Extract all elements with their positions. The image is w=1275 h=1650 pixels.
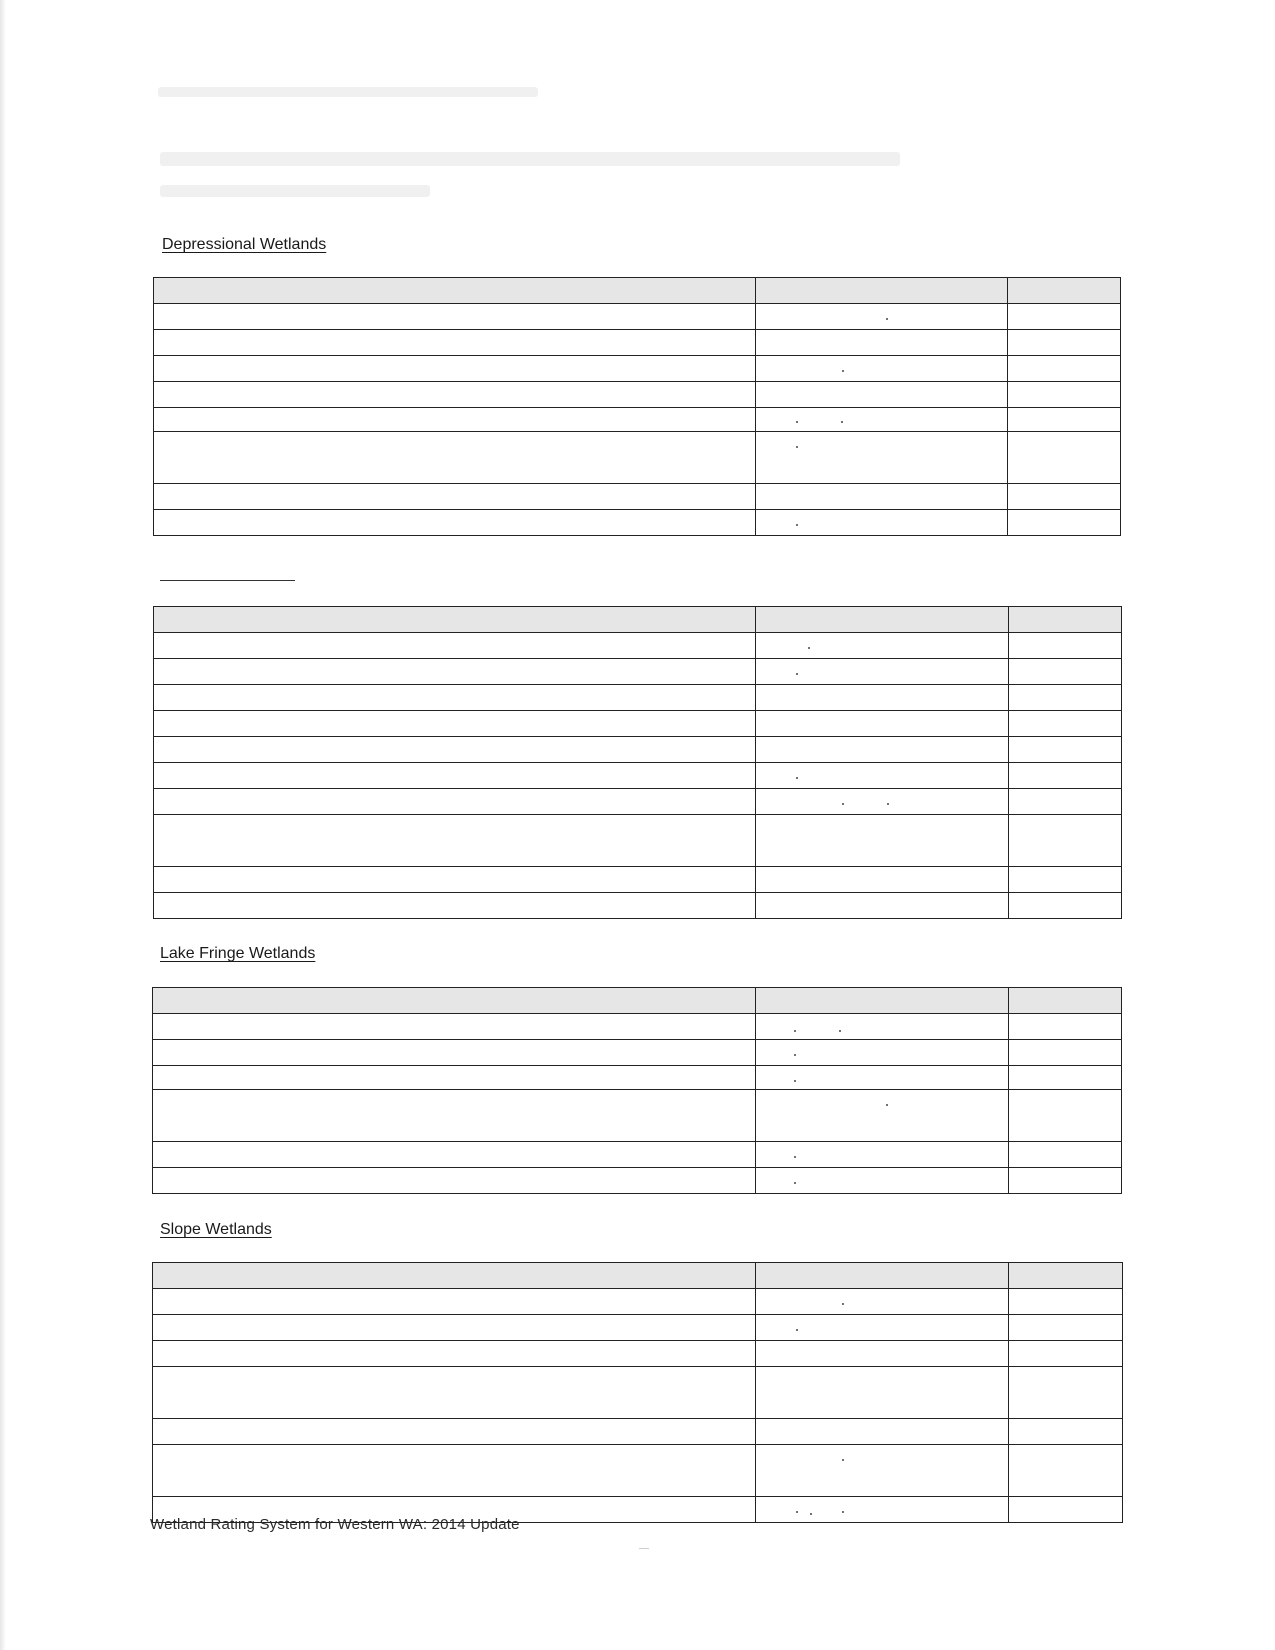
table-cell [154,815,756,867]
scan-speck [841,421,843,423]
scan-speck [839,1030,841,1032]
table-cell [153,1142,756,1168]
table-row [154,685,1122,711]
scan-speck [887,803,889,805]
table-cell [756,737,1009,763]
table-cell [153,1168,756,1194]
table-row [154,867,1122,893]
table-cell [154,356,756,382]
table-cell [1008,356,1121,382]
table-row [153,1445,1123,1497]
table-cell [756,1315,1009,1341]
table-cell [1009,737,1122,763]
section-title-depressional: Depressional Wetlands [162,236,327,253]
table-cell [1009,1014,1122,1040]
table-cell [756,1040,1009,1066]
table-cell [1009,867,1122,893]
table-cell [154,737,756,763]
table-cell [1009,1066,1122,1090]
table-row [153,1168,1122,1194]
table-row [153,1341,1123,1367]
scan-mark [639,1548,649,1549]
table-cell [154,893,756,919]
table-cell [756,382,1008,408]
table-header-row [153,988,1122,1014]
table-cell [756,1168,1009,1194]
table-row [153,1289,1123,1315]
table-cell [1008,484,1121,510]
table-row [153,1367,1123,1419]
table-cell [756,1497,1009,1523]
table-row [153,1142,1122,1168]
table-cell [756,304,1008,330]
header-cell [1009,607,1122,633]
table-cell [154,330,756,356]
table-cell [756,1066,1009,1090]
table-cell [1008,432,1121,484]
table-cell [1009,1445,1123,1497]
table-row [154,432,1121,484]
scan-speck [842,803,844,805]
table-row [154,711,1122,737]
table-cell [154,659,756,685]
table-cell [756,815,1009,867]
scan-speck [886,318,888,320]
table-cell [756,1142,1009,1168]
faint-header-text [160,185,430,197]
table-cell [756,893,1009,919]
scan-speck [842,370,844,372]
table-cell [154,685,756,711]
table-cell [1009,789,1122,815]
table-cell [1008,408,1121,432]
table-cell [153,1090,756,1142]
table-cell [153,1445,756,1497]
table-header-row [154,278,1121,304]
table-cell [1009,1090,1122,1142]
scan-speck [794,1054,796,1056]
header-cell [1008,278,1121,304]
table-cell [154,408,756,432]
table-cell [154,484,756,510]
table-row [154,789,1122,815]
table-cell [154,633,756,659]
scan-speck [794,1030,796,1032]
table-cell [1009,1168,1122,1194]
header-cell [1009,988,1122,1014]
table-cell [1009,1367,1123,1419]
table-cell [153,1419,756,1445]
table-row [154,737,1122,763]
table-row [154,356,1121,382]
table-cell [756,685,1009,711]
header-cell [154,278,756,304]
table-cell [756,789,1009,815]
scan-speck [886,1104,888,1106]
depressional-table [153,277,1121,536]
table-cell [1009,633,1122,659]
table-cell [153,1014,756,1040]
table-row [153,1066,1122,1090]
table-row [154,510,1121,536]
table-cell [1009,659,1122,685]
header-cell [154,607,756,633]
scan-speck [794,1156,796,1158]
table-cell [154,789,756,815]
slope-table [152,1262,1123,1523]
untitled-table [153,606,1122,919]
scan-speck [842,1303,844,1305]
section-title-lake-fringe: Lake Fringe Wetlands [160,945,316,962]
table-cell [153,1289,756,1315]
table-cell [154,432,756,484]
header-cell [756,1263,1009,1289]
scan-speck [796,673,798,675]
table-cell [1009,1341,1123,1367]
table-cell [756,633,1009,659]
table-cell [756,1289,1009,1315]
scan-speck [796,421,798,423]
table-cell [756,1014,1009,1040]
table-cell [756,711,1009,737]
table-row [154,304,1121,330]
table-cell [153,1367,756,1419]
table-row [153,1090,1122,1142]
table-cell [756,408,1008,432]
table-cell [1009,711,1122,737]
table-row [153,1014,1122,1040]
header-cell [756,988,1009,1014]
table-row [154,815,1122,867]
table-cell [756,1090,1009,1142]
table-cell [756,1419,1009,1445]
table-row [154,633,1122,659]
table-cell [1008,382,1121,408]
table-cell [1009,1289,1123,1315]
table-cell [756,659,1009,685]
table-row [153,1040,1122,1066]
scan-speck [796,446,798,448]
header-cell [756,278,1008,304]
faint-header-text [158,87,538,97]
table-cell [1009,893,1122,919]
table-cell [1009,1142,1122,1168]
table-cell [1009,1315,1123,1341]
scan-speck [842,1459,844,1461]
table-cell [756,330,1008,356]
header-cell [1009,1263,1123,1289]
table-cell [1009,815,1122,867]
section-title-blank [160,580,295,581]
table-cell [1009,685,1122,711]
table-row [153,1315,1123,1341]
table-header-row [153,1263,1123,1289]
table-cell [154,711,756,737]
table-cell [154,763,756,789]
table-cell [756,510,1008,536]
table-row [153,1419,1123,1445]
scan-speck [796,1511,798,1513]
table-cell [1009,763,1122,789]
header-cell [153,1263,756,1289]
table-cell [756,1367,1009,1419]
scan-speck [794,1182,796,1184]
table-row [154,330,1121,356]
scan-speck [796,1329,798,1331]
scan-speck [842,1511,844,1513]
lake-fringe-table [152,987,1122,1194]
scan-edge [0,0,6,1650]
table-cell [756,484,1008,510]
table-row [154,659,1122,685]
table-cell [153,1066,756,1090]
page-footer: Wetland Rating System for Western WA: 2014 Update [150,1516,520,1533]
table-cell [756,432,1008,484]
table-cell [154,867,756,893]
section-title-slope: Slope Wetlands [160,1221,272,1238]
table-cell [756,1445,1009,1497]
scan-speck [808,647,810,649]
table-cell [1008,304,1121,330]
table-cell [1008,510,1121,536]
table-cell [153,1341,756,1367]
scan-speck [810,1513,812,1515]
table-cell [153,1315,756,1341]
table-header-row [154,607,1122,633]
table-row [154,763,1122,789]
table-cell [1009,1040,1122,1066]
table-row [154,893,1122,919]
table-cell [756,1341,1009,1367]
table-cell [153,1040,756,1066]
scan-speck [794,1080,796,1082]
scan-speck [796,777,798,779]
faint-header-text [160,152,900,166]
table-cell [154,382,756,408]
table-row [154,484,1121,510]
header-cell [153,988,756,1014]
table-row [154,408,1121,432]
table-cell [154,304,756,330]
table-cell [1009,1419,1123,1445]
table-cell [756,867,1009,893]
table-cell [1008,330,1121,356]
header-cell [756,607,1009,633]
table-cell [756,356,1008,382]
table-row [154,382,1121,408]
table-cell [1009,1497,1123,1523]
table-cell [154,510,756,536]
table-cell [756,763,1009,789]
scan-speck [796,524,798,526]
